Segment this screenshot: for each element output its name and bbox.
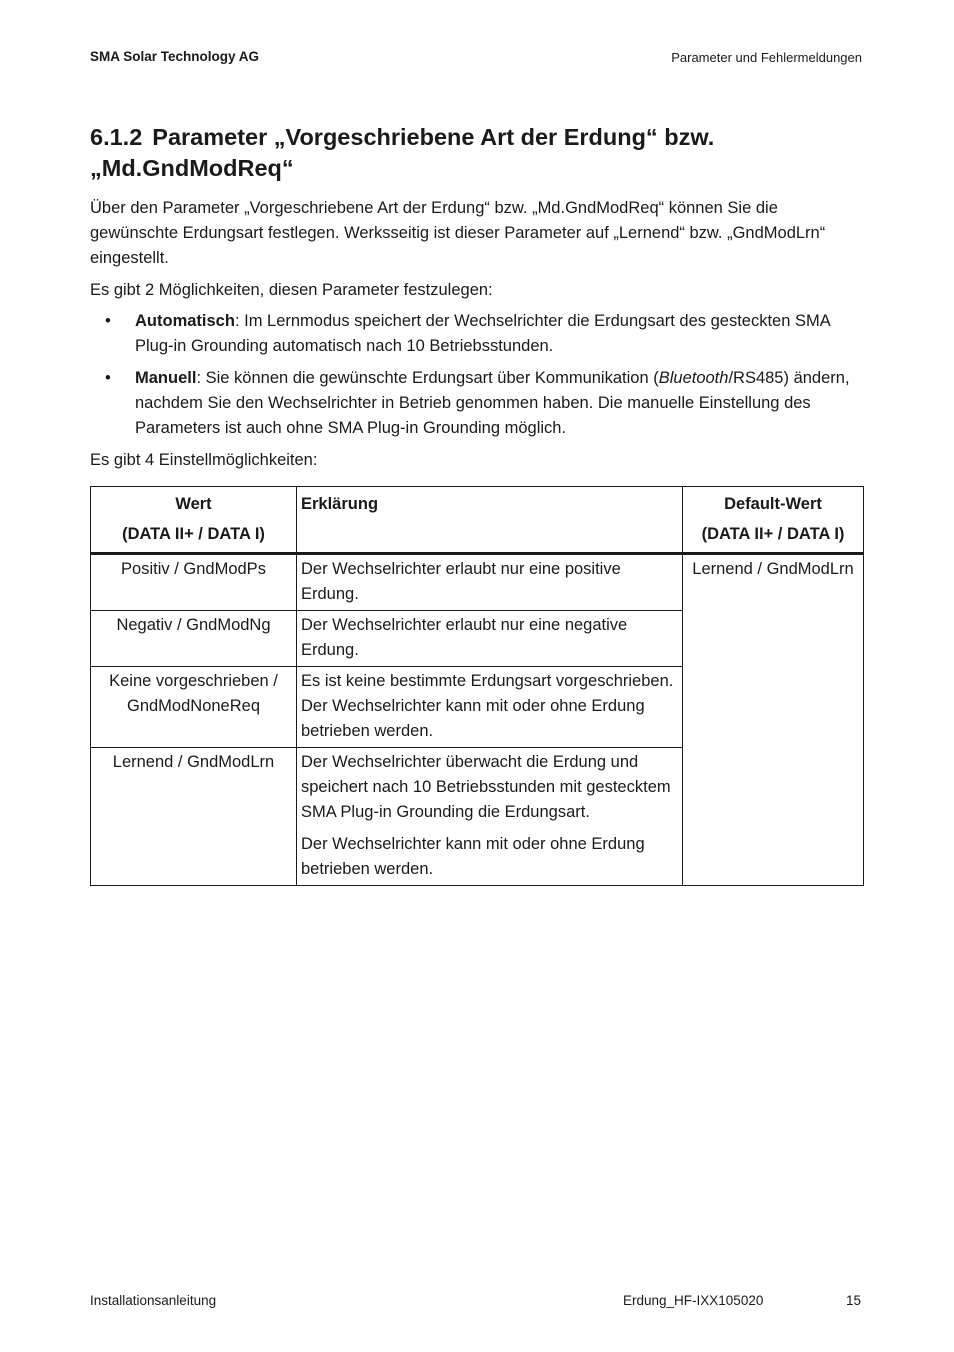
list-item-automatisch [90, 309, 863, 359]
header-section: Parameter und Fehlermeldungen [671, 50, 862, 65]
header-wert-line1: Wert [175, 495, 212, 513]
header-wert-line2: (DATA II+ / DATA I) [122, 525, 265, 543]
list-item-italic: Bluetooth [658, 369, 729, 387]
section-number: 6.1.2 [90, 124, 143, 150]
heading-line-2: „Md.GndModReq“ [90, 155, 294, 181]
header-company: SMA Solar Technology AG [90, 49, 260, 64]
header-default-line2: (DATA II+ / DATA I) [701, 525, 845, 543]
cell-explanation [297, 748, 683, 886]
table-header-row [91, 487, 864, 554]
list-item-term: Manuell [135, 369, 197, 387]
page-content [90, 122, 863, 886]
list-item-text: /RS485) ändern, nachdem Sie den Wechselrichter in Betrieb genommen haben. Die manuelle Einstellung des Parameters ist auch ohne SMA Plug-in Grounding möglich. [135, 369, 850, 437]
header-default-line1: Default-Wert [724, 495, 822, 513]
cell-explanation: Der Wechselrichter erlaubt nur eine negative Erdung. [297, 611, 683, 667]
explanation-paragraph: Der Wechselrichter kann mit oder ohne Erdung betrieben werden. [301, 835, 645, 878]
section-heading [90, 122, 863, 184]
table-row [91, 554, 864, 611]
list-item-text: : Sie können die gewünschte Erdungsart über Kommunikation ( [196, 369, 659, 387]
intro-paragraph: Über den Parameter „Vorgeschriebene Art der Erdung“ bzw. „Md.GndModReq“ können Sie die gewünschte Erdungsart festlegen. Werksseitig ist dieser Parameter auf „Lernend“ bzw. „GndModLrn“ eingestellt. [90, 199, 826, 267]
header-wert [91, 487, 297, 554]
cell-default-value: Lernend / GndModLrn [683, 554, 864, 886]
footer-doc-id: Erdung_HF-IXX105020 [623, 1293, 764, 1308]
options-list [90, 309, 863, 441]
settings-table [90, 486, 864, 886]
list-item-text: : Im Lernmodus speichert der Wechselrichter die Erdungsart des gesteckten SMA Plug-in Grounding automatisch nach 10 Betriebsstunden. [135, 312, 830, 355]
bullet-icon: • [105, 312, 111, 330]
cell-value: Lernend / GndModLrn [91, 748, 297, 886]
list-item-manuell [90, 366, 863, 441]
heading-line-1: Parameter „Vorgeschriebene Art der Erdung“ bzw. [152, 124, 715, 150]
bullet-icon: • [105, 369, 111, 387]
header-erklaerung: Erklärung [297, 487, 683, 554]
footer-page-number: 15 [846, 1293, 862, 1308]
footer-doc-type: Installationsanleitung [90, 1293, 217, 1308]
explanation-paragraph: Der Wechselrichter überwacht die Erdung und speichert nach 10 Betriebsstunden mit gestecktem SMA Plug-in Grounding die Erdungsart. [301, 753, 671, 821]
cell-explanation: Es ist keine bestimmte Erdungsart vorgeschrieben. Der Wechselrichter kann mit oder ohne Erdung betrieben werden. [297, 667, 683, 748]
cell-explanation: Der Wechselrichter erlaubt nur eine positive Erdung. [297, 554, 683, 611]
options-intro: Es gibt 2 Möglichkeiten, diesen Parameter festzulegen: [90, 281, 493, 299]
cell-value: Keine vorgeschrieben / GndModNoneReq [91, 667, 297, 748]
cell-value: Negativ / GndModNg [91, 611, 297, 667]
cell-value: Positiv / GndModPs [91, 554, 297, 611]
header-default [683, 487, 864, 554]
list-item-term: Automatisch [135, 312, 235, 330]
settings-intro: Es gibt 4 Einstellmöglichkeiten: [90, 451, 318, 469]
